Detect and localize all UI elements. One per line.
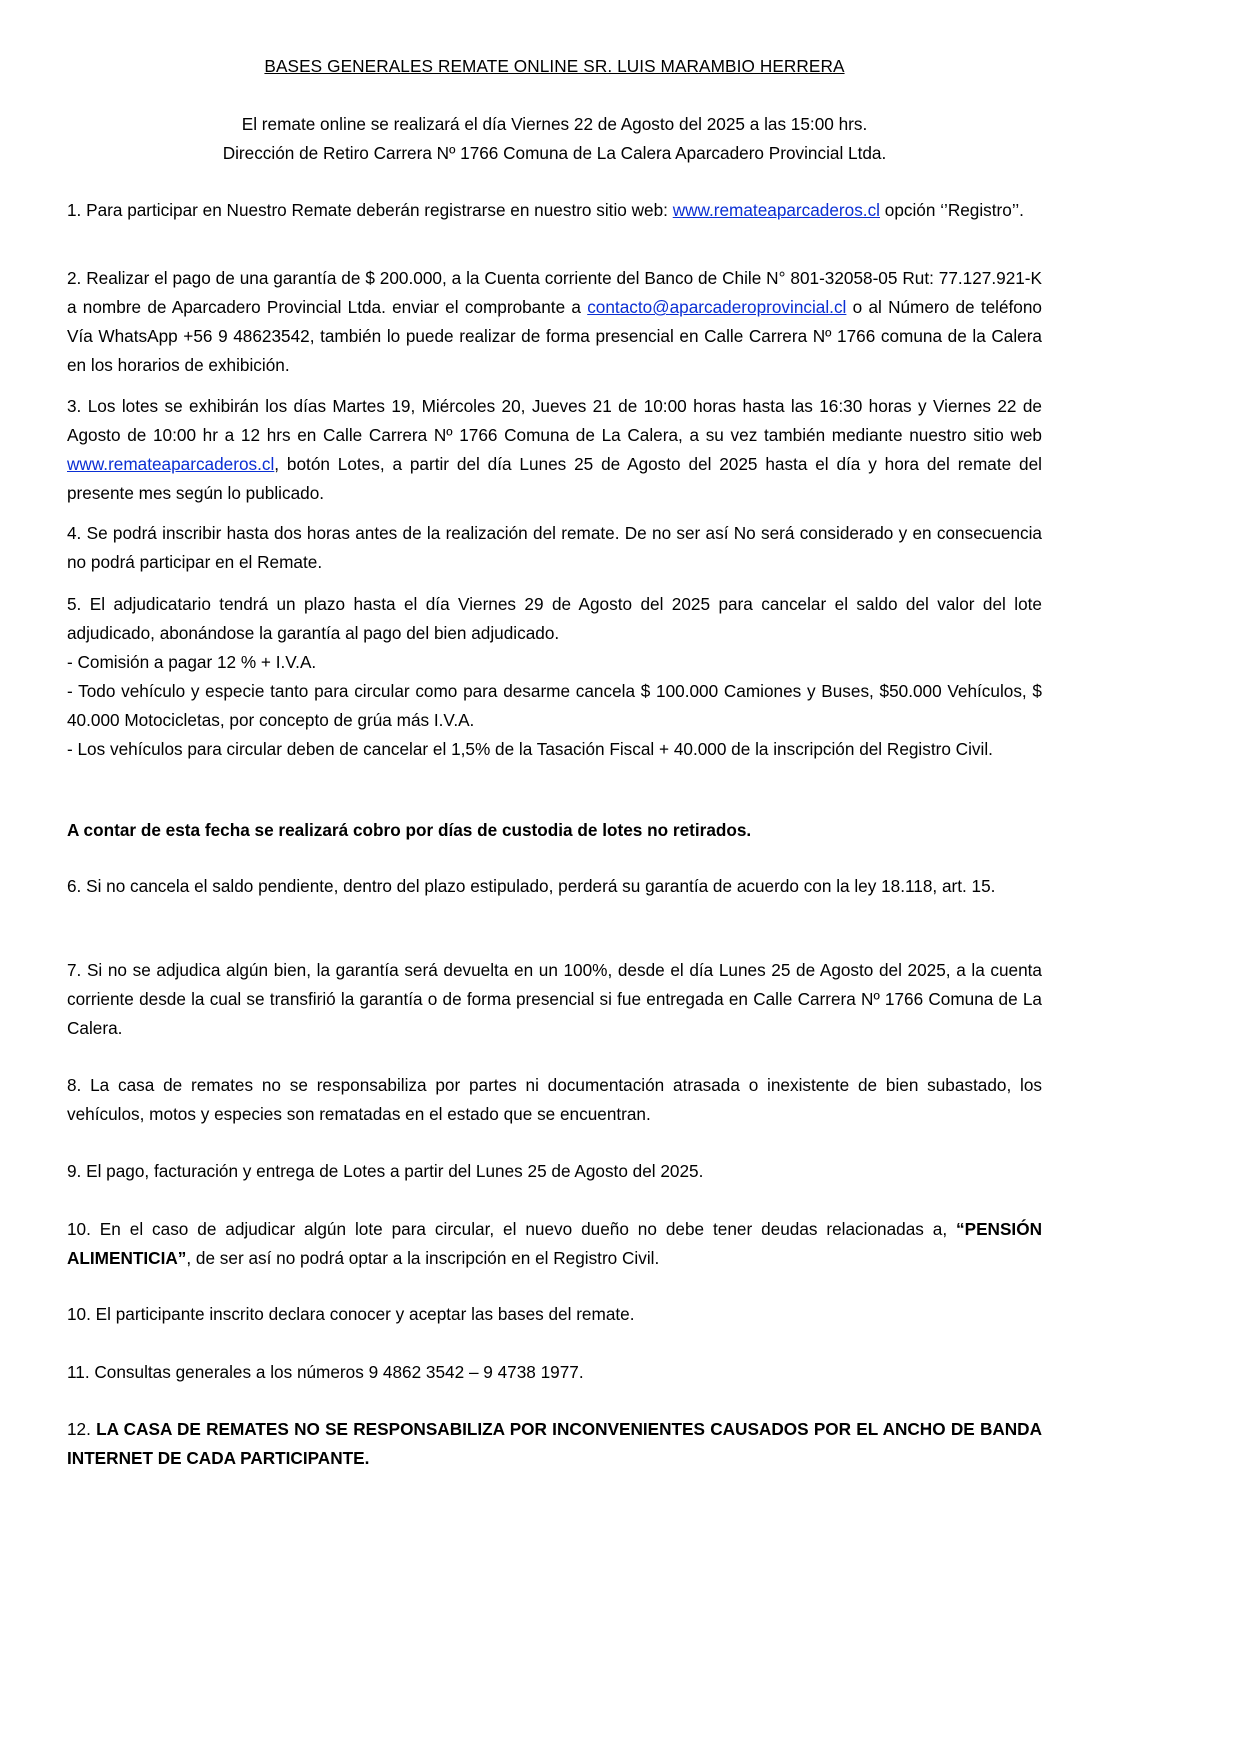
clause-5-text: 5. El adjudicatario tendrá un plazo hasta el día Viernes 29 de Agosto del 2025 para cancelar el saldo del valor del lote adjudicado, abonándose la garantía al pago del bien adjudicado.	[67, 594, 1042, 643]
clause-5-registry-fee: - Los vehículos para circular deben de cancelar el 1,5% de la Tasación Fiscal + 40.000 de la inscripción del Registro Civil.	[67, 739, 993, 759]
clause-2-text: 2. Realizar el pago de una garantía de $ 200.000, a la Cuenta corriente del Banco de Chile N° 801-32058-05 Rut: 77.127.921-K a nombre de Aparcadero Provincial Ltda. enviar el comprobante a	[67, 268, 1042, 317]
clause-10a-emphasis: “PENSIÓN ALIMENTICIA”	[67, 1219, 1042, 1268]
clause-5-commission: - Comisión a pagar 12 % + I.V.A.	[67, 652, 317, 672]
clause-12-text: LA CASA DE REMATES NO SE RESPONSABILIZA POR INCONVENIENTES CAUSADOS POR EL ANCHO DE BANDA INTERNET DE CADA PARTICIPANTE.	[67, 1419, 1043, 1468]
clause-1	[67, 196, 1042, 225]
clause-8	[67, 1071, 1042, 1129]
clause-1-text: 1. Para participar en Nuestro Remate deberán registrarse en nuestro sitio web:	[67, 200, 673, 220]
clause-10a	[67, 1215, 1042, 1273]
clause-9	[67, 1157, 1042, 1186]
clause-10a-tail: , de ser así no podrá optar a la inscripción en el Registro Civil.	[186, 1248, 660, 1268]
document-title: BASES GENERALES REMATE ONLINE SR. LUIS MARAMBIO HERRERA	[264, 56, 845, 76]
clause-10b-text: 10. El participante inscrito declara conocer y aceptar las bases del remate.	[67, 1304, 635, 1324]
clause-11	[67, 1358, 1042, 1387]
clause-12	[67, 1415, 1042, 1473]
clause-11-text: 11. Consultas generales a los números 9 4862 3542 – 9 4738 1977.	[67, 1362, 584, 1382]
website-link[interactable]: www.remateaparcaderos.cl	[672, 200, 880, 220]
website-link-2[interactable]: www.remateaparcaderos.cl	[67, 454, 275, 474]
auction-date-line: El remate online se realizará el día Viernes 22 de Agosto del 2025 a las 15:00 hrs.	[241, 114, 868, 134]
clause-4-text: 4. Se podrá inscribir hasta dos horas antes de la realización del remate. De no ser así No será considerado y en consecuencia no podrá participar en el Remate.	[67, 523, 1042, 572]
clause-2	[67, 264, 1042, 380]
pickup-address-line: Dirección de Retiro Carrera Nº 1766 Comuna de La Calera Aparcadero Provincial Ltda.	[222, 143, 887, 163]
clause-9-text: 9. El pago, facturación y entrega de Lotes a partir del Lunes 25 de Agosto del 2025.	[67, 1161, 704, 1181]
custody-notice	[67, 816, 1042, 845]
clause-12-number: 12.	[67, 1419, 97, 1439]
clause-8-text: 8. La casa de remates no se responsabiliza por partes ni documentación atrasada o inexistente de bien subastado, los vehículos, motos y especies son rematadas en el estado que se encuentran.	[67, 1075, 1042, 1124]
clause-10b	[67, 1300, 1042, 1329]
clause-5	[67, 590, 1042, 764]
clause-3-text: 3. Los lotes se exhibirán los días Martes 19, Miércoles 20, Jueves 21 de 10:00 horas hasta las 16:30 horas y Viernes 22 de Agosto de 10:00 hr a 12 hrs en Calle Carrera Nº 1766 Comuna de La Calera, a su vez también mediante nuestro sitio web	[67, 396, 1042, 445]
email-link[interactable]: contacto@aparcaderoprovincial.cl	[587, 297, 847, 317]
custody-notice-text: A contar de esta fecha se realizará cobro por días de custodia de lotes no retirados.	[67, 820, 752, 840]
clause-3-tail: , botón Lotes, a partir del día Lunes 25 de Agosto del 2025 hasta el día y hora del remate del presente mes según lo publicado.	[67, 454, 1042, 503]
clause-4	[67, 519, 1042, 577]
clause-5-tow-fee: - Todo vehículo y especie tanto para circular como para desarme cancela $ 100.000 Camiones y Buses, $50.000 Vehículos, $ 40.000 Motocicletas, por concepto de grúa más I.V.A.	[67, 681, 1042, 730]
intro	[67, 110, 1042, 168]
clause-10a-text: 10. En el caso de adjudicar algún lote para circular, el nuevo dueño no debe tener deudas relacionadas a,	[67, 1219, 957, 1239]
clause-6	[67, 872, 1042, 901]
clause-7-text: 7. Si no se adjudica algún bien, la garantía será devuelta en un 100%, desde el día Lunes 25 de Agosto del 2025, a la cuenta corriente desde la cual se transfirió la garantía o de forma presencial si fue entregada en Calle Carrera Nº 1766 Comuna de La Calera.	[67, 960, 1042, 1038]
clause-2-tail: o al Número de teléfono Vía WhatsApp +56 9 48623542, también lo puede realizar de forma presencial en Calle Carrera Nº 1766 comuna de la Calera en los horarios de exhibición.	[67, 297, 1042, 375]
clause-3	[67, 392, 1042, 508]
clause-7	[67, 956, 1042, 1043]
clause-1-tail: opción ‘’Registro’’.	[880, 200, 1024, 220]
clause-6-text: 6. Si no cancela el saldo pendiente, dentro del plazo estipulado, perderá su garantía de acuerdo con la ley 18.118, art. 15.	[67, 876, 996, 896]
